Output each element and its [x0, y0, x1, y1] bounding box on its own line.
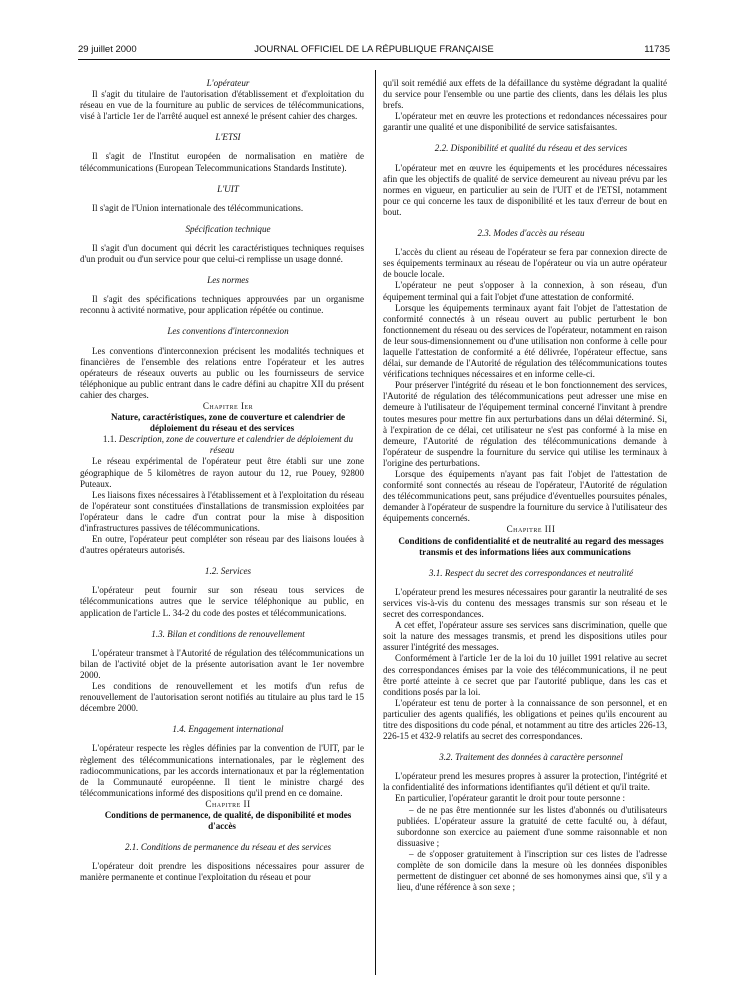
section-3-1-para-1: L'opérateur prend les mesures nécessaires pour garantir la neutralité de ses services vis-à-vis du contenu des messages transmis sur son réseau et le secret des correspondances. [383, 586, 667, 620]
def-spec-text: Il s'agit d'un document qui décrit les caractéristiques techniques requises d'un produit ou d'un service pour que celui-ci remplisse un usage donné. [80, 242, 364, 265]
section-1-1-para-1: Le réseau expérimental de l'opérateur peut être établi sur une zone géographique de 5 kilomètres de rayon autour du 12, rue Pouey, 92800 Puteaux. [80, 456, 364, 489]
right-column [383, 78, 667, 893]
column-divider [375, 70, 376, 975]
page-header [78, 44, 670, 60]
def-spec-title: Spécification technique [185, 223, 271, 234]
chapter-1-label: Chapitre Ier [202, 400, 254, 411]
section-1-4-title: 1.4. Engagement international [172, 724, 284, 735]
section-3-2-title: 3.2. Traitement des données à caractère personnel [439, 752, 623, 763]
section-1-1-title: 1.1. Description, zone de couverture et calendrier de déploiement du réseau [102, 434, 354, 456]
section-1-3-para-1: L'opérateur transmet à l'Autorité de régulation des télécommunications un bilan de l'activité objet de la présente autorisation avant le 1er novembre 2000. [80, 647, 364, 680]
def-uit-title: L'UIT [217, 183, 239, 194]
continued-para: qu'il soit remédié aux effets de la défaillance du système dégradant la qualité du service pour l'ensemble ou une partie des clients, dans les délais les plus brefs. [383, 78, 667, 111]
section-1-3-title: 1.3. Bilan et conditions de renouvellement [151, 628, 305, 639]
section-1-1-para-2: Les liaisons fixes nécessaires à l'établissement et à l'exploitation du réseau de l'opérateur sont constituées d'installations de transmission exploitées par l'opérateur dans le cadre d'un contrat pour la mise à disposition d'infrastructures passives de télécommunications. [80, 489, 364, 533]
chapter-2-title: Conditions de permanence, de qualité, de disponibilité et modes d'accès [104, 809, 352, 832]
def-conv-title: Les conventions d'interconnexion [167, 326, 289, 337]
section-1-4-para-1: L'opérateur respecte les règles définies par la convention de l'UIT, par le règlement des télécommunications internationales, par le règlement des radiocommunications, par les accords internationaux et par la réglementation de la Communauté européenne. Il tient le ministre chargé des télécommunications informé des dispositions qu'il prend en ce domaine. [80, 743, 364, 798]
def-etsi-text: Il s'agit de l'Institut européen de normalisation en matière de télécommunications (European Telecommunications Standards Institute). [80, 151, 364, 173]
section-1-2-title: 1.2. Services [204, 566, 252, 577]
def-normes-title: Les normes [207, 275, 249, 286]
section-2-2-title: 2.2. Disponibilité et qualité du réseau et des services [434, 143, 628, 154]
protections-para: L'opérateur met en œuvre les protections et redondances nécessaires pour garantir une qualité et une disponibilité de service satisfaisantes. [383, 111, 667, 133]
section-3-2-para-1: L'opérateur prend les mesures propres à assurer la protection, l'intégrité et la confidentialité des informations identifiantes qu'il détient et qu'il traite. [383, 771, 667, 793]
def-conv-text: Les conventions d'interconnexion précisent les modalités techniques et financières de l'ensemble des relations entre l'opérateur et les autres opérateurs de réseaux ouverts au public ou les fournisseurs de service téléphonique au public entrant dans le cadre défini au chapitre XII du présent cahier des charges. [80, 345, 364, 400]
chapter-1-title: Nature, caractéristiques, zone de couverture et calendrier de déploiement du réseau et des services [110, 412, 346, 434]
chapter-2-label: Chapitre II [205, 798, 251, 809]
section-3-1-title: 3.1. Respect du secret des correspondances et neutralité [428, 567, 634, 578]
def-normes-text: Il s'agit des spécifications techniques approuvées par un organisme reconnu à activité normative, pour application répétée ou continue. [80, 294, 364, 316]
section-2-3-para-2: L'opérateur ne peut s'opposer à la connexion, à son réseau, d'un équipement terminal qui a fait l'objet d'une attestation de conformité. [383, 280, 667, 302]
left-column [80, 78, 364, 883]
section-2-1-para-1: L'opérateur doit prendre les dispositions nécessaires pour assurer de manière permanente et continue l'exploitation du réseau et pour [80, 861, 364, 883]
chapter-3-title: Conditions de confidentialité et de neutralité au regard des messages transmis et des informations liées aux communications [398, 535, 664, 557]
section-3-1-para-2: A cet effet, l'opérateur assure ses services sans discrimination, quelle que soit la nature des messages transmis, et prend les dispositions utiles pour assurer l'intégrité des messages. [383, 620, 667, 653]
section-2-3-para-3: Lorsque les équipements terminaux ayant fait l'objet de l'attestation de conformité connectés à un réseau ouvert au public perturbent le bon fonctionnement du réseau ou des services de l'opérateur, notamment en raison de leur sous-dimensionnement ou d'une utilisation non conforme à celle pour laquelle l'attestation de conformité a été délivrée, l'opérateur effectue, sans délai, sur demande de l'Autorité de régulation des télécommunications toutes vérifications techniques nécessaires et en informe celle-ci. [383, 302, 667, 380]
header-date: 29 juillet 2000 [78, 44, 137, 55]
def-etsi-title: L'ETSI [215, 132, 241, 143]
section-2-3-para-5: Lorsque des équipements n'ayant pas fait l'objet de l'attestation de conformité sont connectés au réseau de l'opérateur, l'Autorité de régulation des télécommunications peut, sans préjudice d'éventuelles poursuites pénales, demander à l'opérateur de suspendre la fourniture du service à l'utilisateur des équipements concernés. [383, 469, 667, 524]
header-title: JOURNAL OFFICIEL DE LA RÉPUBLIQUE FRANÇAISE [254, 44, 494, 55]
section-2-3-para-4: Pour préserver l'intégrité du réseau et le bon fonctionnement des services, l'Autorité de régulation des télécommunications peut adresser une mise en demeure à l'utilisateur de l'équipement terminal concerné l'invitant à prendre toutes mesures pour mettre fin aux perturbations dans un délai déterminé. Si, à l'expiration de ce délai, cet utilisateur ne s'est pas conformé à la mise en demeure, l'Autorité de régulation des télécommunications demande à l'opérateur de suspendre la fourniture du service qui utilise les terminaux à l'origine des perturbations. [383, 380, 667, 468]
section-1-1-para-3: En outre, l'opérateur peut compléter son réseau par des liaisons louées à d'autres opérateurs autorisés. [80, 534, 364, 556]
def-operateur-title: L'opérateur [206, 78, 250, 88]
section-2-2-para-1: L'opérateur met en œuvre les équipements et les procédures nécessaires afin que les objectifs de qualité de service demeurent au niveau prévu par les normes en vigueur, en particulier au sein de l'UIT et de l'ETSI, notamment pour ce qui concerne les taux de disponibilité et les taux d'erreur de bout en bout. [383, 162, 667, 217]
section-2-1-title: 2.1. Conditions de permanence du réseau et des services [124, 842, 332, 853]
chapter-3-label: Chapitre III [506, 524, 556, 535]
section-2-3-title: 2.3. Modes d'accès au réseau [477, 228, 585, 239]
def-uit-text: Il s'agit de l'Union internationale des télécommunications. [92, 202, 304, 213]
section-3-1-para-4: L'opérateur est tenu de porter à la connaissance de son personnel, et en particulier des agents qualifiés, les obligations et peines qu'ils encourent au titre des dispositions du code pénal, et notamment au titre des articles 226-13, 226-15 et 432-9 relatifs au secret des correspondances. [383, 697, 667, 742]
header-page-number: 11735 [644, 44, 670, 55]
header-rule [78, 59, 670, 60]
section-3-1-para-3: Conformément à l'article 1er de la loi du 10 juillet 1991 relative au secret des correspondances émises par la voie des télécommunications, il ne peut être porté atteinte à ce secret que par l'autorité publique, dans les cas et conditions posés par la loi. [383, 653, 667, 697]
section-3-2-item-2: – de s'opposer gratuitement à l'inscription sur ces listes de l'adresse complète de son domicile dans la mesure où les données disponibles permettent de distinguer cet abonné de ses homonymes ainsi que, s'il y a lieu, d'une référence à son sexe ; [397, 848, 667, 893]
section-3-2-para-2: En particulier, l'opérateur garantit le droit pour toute personne : [395, 793, 626, 804]
section-3-2-item-1: – de ne pas être mentionnée sur les listes d'abonnés ou d'utilisateurs publiées. L'opérateur assure la gratuité de cette faculté ou, à défaut, subordonne son exercice au paiement d'une somme raisonnable et non dissuasive ; [397, 804, 667, 848]
def-operateur-text: Il s'agit du titulaire de l'autorisation d'établissement et d'exploitation du réseau en vue de la fourniture au public de services de télécommunications, visé à l'article 1er de l'arrêté auquel est annexé le présent cahier des charges. [80, 89, 364, 122]
section-2-3-para-1: L'accès du client au réseau de l'opérateur se fera par connexion directe de ses équipements terminaux au réseau de l'opérateur ou via un autre opérateur de boucle locale. [383, 247, 667, 280]
section-1-2-para-1: L'opérateur peut fournir sur son réseau tous services de télécommunications autres que le service téléphonique au public, en application de l'article L. 34-2 du code des postes et télécommunications. [80, 585, 364, 618]
section-1-3-para-2: Les conditions de renouvellement et les motifs d'un refus de renouvellement de l'autorisation seront notifiés au titulaire au plus tard le 15 décembre 2000. [80, 681, 364, 714]
